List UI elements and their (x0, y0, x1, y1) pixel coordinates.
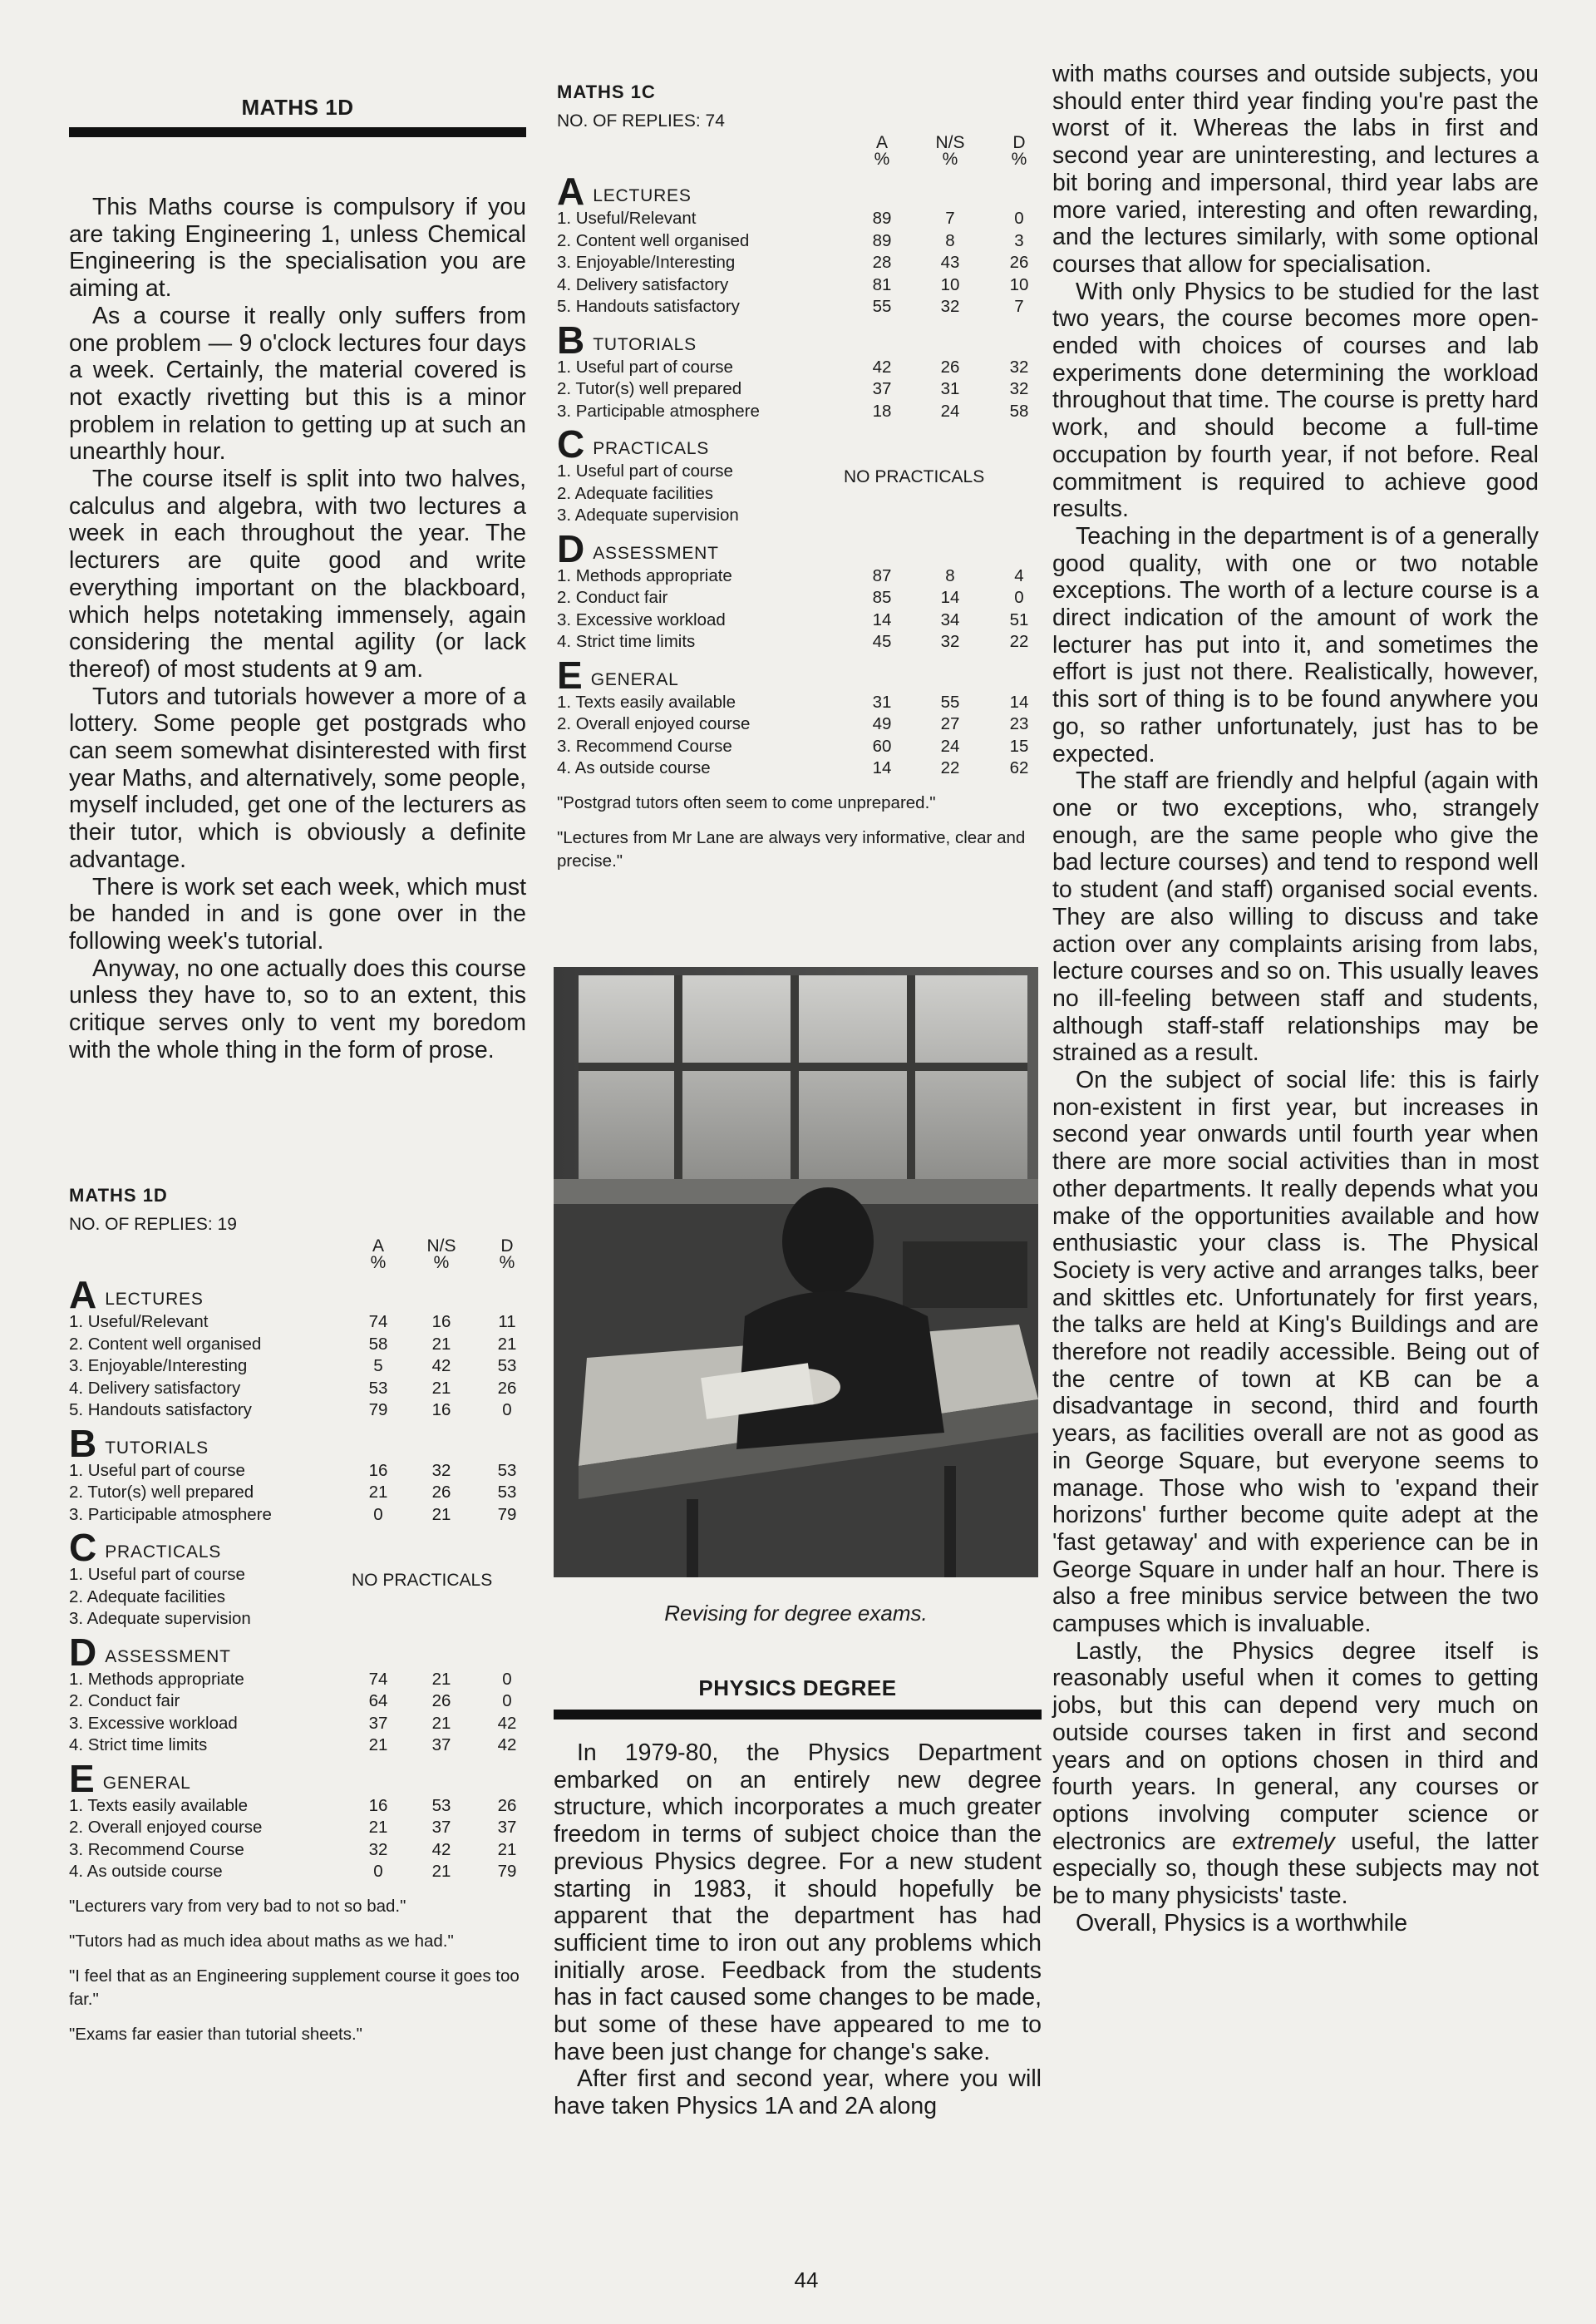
row-value: 64 (368, 1691, 388, 1710)
row-value: 85 (872, 588, 892, 607)
row-label: 1. Methods appropriate (69, 1669, 244, 1689)
table-row (557, 713, 1047, 736)
row-label: 2. Content well organised (557, 230, 750, 250)
section-name: LECTURES (105, 1290, 204, 1309)
row-value: 32 (1009, 357, 1029, 377)
paragraph: with maths courses and outside subjects, you should enter third year finding you're past the worst of it. Whereas the labs in first and second year are uninteresting, and lectures a bit boring and impersonal, third year labs are more varied, interesting and often rewarding, and the lectures similarly, with some optional courses that allow for specialisation. (1052, 61, 1539, 278)
row-label: 2. Tutor(s) well prepared (557, 379, 742, 398)
section-name: LECTURES (593, 186, 692, 205)
row-value: 0 (373, 1504, 383, 1524)
row-value: 31 (940, 379, 960, 398)
table-row (69, 1311, 534, 1334)
row-value: 49 (872, 714, 892, 733)
row-value: 0 (502, 1669, 512, 1689)
section-letter: E (557, 653, 583, 697)
quotes (557, 792, 1047, 873)
photo-caption: Revising for degree exams. (664, 1601, 928, 1626)
row-value: 28 (872, 253, 892, 272)
row-value: 8 (945, 230, 955, 250)
row-value: 53 (497, 1483, 517, 1502)
table-row (557, 609, 1047, 632)
quote: "Lectures from Mr Lane are always very informative, clear and precise." (557, 827, 1026, 871)
row-label: 3. Adequate supervision (557, 506, 739, 525)
row-value: 60 (872, 736, 892, 756)
section-rows (69, 1669, 534, 1757)
row-label: 1. Useful part of course (69, 1565, 245, 1584)
section-letter: C (557, 422, 585, 466)
row-value: 26 (431, 1483, 451, 1502)
row-value: 26 (497, 1795, 517, 1815)
row-label: 2. Adequate facilities (557, 483, 714, 503)
table-row (557, 208, 1047, 230)
row-value: 53 (497, 1356, 517, 1375)
row-value: 3 (1014, 230, 1024, 250)
row-label: 3. Adequate supervision (69, 1609, 251, 1628)
row-label: 4. Delivery satisfactory (69, 1378, 241, 1398)
percent-sign: % (874, 150, 890, 169)
table-row (557, 587, 1047, 609)
row-value: 74 (368, 1312, 388, 1331)
row-label: 3. Recommend Course (69, 1839, 244, 1859)
table-row (69, 1839, 534, 1862)
paragraph: Overall, Physics is a worthwhile (1076, 1909, 1408, 1937)
row-value: 24 (940, 736, 960, 756)
section-letter: A (69, 1273, 97, 1316)
table-row (69, 1378, 534, 1400)
row-value: 21 (368, 1818, 388, 1837)
page-number: 44 (794, 2267, 819, 2292)
column-header (857, 135, 907, 168)
column-header-label: N/S (935, 133, 965, 152)
reply-count: NO. OF REPLIES: 74 (557, 111, 725, 131)
row-value: 10 (1009, 274, 1029, 294)
section-rows (69, 1795, 534, 1883)
paragraph: There is work set each week, which must be handed in and is gone over in the following week's tutorial. (69, 873, 526, 955)
row-value: 21 (497, 1334, 517, 1354)
table-row (557, 692, 1047, 714)
row-value: 16 (368, 1460, 388, 1480)
row-label: 4. As outside course (69, 1862, 223, 1881)
quote: "Tutors had as much idea about maths as we had." (69, 1931, 454, 1951)
row-value: 42 (872, 357, 892, 377)
row-label: 2. Overall enjoyed course (69, 1818, 263, 1837)
table-row (557, 631, 1047, 654)
table-row (69, 1608, 534, 1631)
row-value: 55 (872, 297, 892, 316)
table-row (69, 1713, 534, 1735)
paragraph: Anyway, no one actually does this course unless they have to, so to an extent, this critique serves only to vent my boredom with the whole thing in the form of prose. (69, 955, 526, 1063)
row-value: 14 (872, 609, 892, 629)
row-value: 5 (373, 1356, 383, 1375)
row-value: 26 (940, 357, 960, 377)
paragraph: On the subject of social life: this is fairly non-existent in first year, but increases in second year onwards until fourth year when there are more social activities than in most other departments. It really depends what you make of the opportunities available and how enthusiastic your class is. The Physical Society is very active and arranges talks, beer and skittles etc. Unfortunately for first years, the talks are held at King's Buildings and are therefore not readily accessible. Being out of the centre of town at KB can be a disadvantage in second, third and fourth years, as facilities overall are not as good as in George Square, but everyone seems to manage. Those who wish to 'expand their horizons' further become quite adept at the 'fast getaway' and with experience can be in George Square in under half an hour. There is also a free minibus service between the two campuses which is invaluable. (1052, 1067, 1539, 1638)
table-row (69, 1399, 534, 1422)
table-row (69, 1861, 534, 1883)
section-heading (557, 170, 1047, 213)
section-letter: A (557, 170, 585, 213)
table-row (557, 736, 1047, 758)
row-value: 34 (940, 609, 960, 629)
table-row (557, 378, 1047, 401)
row-label: 3. Enjoyable/Interesting (69, 1356, 248, 1375)
heading-rule (69, 127, 526, 137)
article-body (1052, 61, 1539, 1937)
row-label: 1. Useful part of course (69, 1460, 245, 1480)
section-name: TUTORIALS (593, 334, 697, 354)
section-rows (557, 461, 1047, 527)
row-label: 2. Adequate facilities (69, 1586, 226, 1606)
survey-title: MATHS 1C (557, 81, 656, 102)
row-label: 1. Useful/Relevant (557, 209, 697, 228)
row-value: 89 (872, 230, 892, 250)
row-value: 21 (431, 1504, 451, 1524)
section-name: GENERAL (590, 669, 679, 689)
section-heading (69, 1273, 534, 1316)
section-heading (557, 526, 1047, 570)
section-letter: C (69, 1526, 97, 1569)
paragraph: The course itself is split into two halves, calculus and algebra, with two lectures a week in each throughout the year. The lecturers are quite good and write everything important on the blackboard, which helps notetaking immensely, again considering the mental agility (or lack thereof) of most students at 9 am. (69, 466, 526, 683)
row-value: 21 (368, 1735, 388, 1754)
table-row (557, 230, 1047, 253)
section-heading (557, 653, 1047, 697)
section-rows (557, 357, 1047, 423)
section-heading (69, 1421, 534, 1465)
row-value: 31 (872, 692, 892, 712)
row-value: 0 (1014, 588, 1024, 607)
table-row (69, 1482, 534, 1504)
row-value: 58 (368, 1334, 388, 1354)
column-header (353, 1238, 403, 1271)
row-value: 26 (497, 1378, 517, 1398)
row-value: 24 (940, 401, 960, 421)
row-value: 27 (940, 714, 960, 733)
paragraph: As a course it really only suffers from one problem — 9 o'clock lectures four days a week. Certainly, the material covered is not exactly rivetting but this is a minor problem in relation to getting up at such an unearthly hour. (69, 302, 526, 466)
column-header-label: N/S (426, 1236, 456, 1256)
row-value: 37 (497, 1818, 517, 1837)
row-value: 23 (1009, 714, 1029, 733)
section-letter: D (557, 526, 585, 570)
table-row (69, 1669, 534, 1691)
percent-sign: % (433, 1253, 450, 1272)
table-row (69, 1795, 534, 1818)
row-value: 21 (431, 1334, 451, 1354)
section-heading (69, 1756, 534, 1800)
table-row (69, 1334, 534, 1356)
row-value: 14 (872, 758, 892, 777)
paragraph: The staff are friendly and helpful (again with one or two exceptions, who, strangely enough, are the same people who give the bad lecture courses) and tend to respond well to student (and staff) organised social events. They are also willing to discuss and take action over any complaints arising from labs, lecture courses and so on. This usually leaves no ill-feeling between staff and students, although staff-staff relationships may be strained as a result. (1052, 767, 1539, 1067)
row-value: 0 (502, 1400, 512, 1419)
row-label: 2. Tutor(s) well prepared (69, 1483, 254, 1502)
row-value: 21 (368, 1483, 388, 1502)
row-value: 43 (940, 253, 960, 272)
article-heading: MATHS 1D (241, 95, 354, 120)
row-value: 79 (368, 1400, 388, 1419)
row-value: 53 (497, 1460, 517, 1480)
row-value: 81 (872, 274, 892, 294)
photo (554, 967, 1038, 1577)
row-value: 79 (497, 1862, 517, 1881)
section-heading (557, 318, 1047, 362)
row-value: 21 (431, 1378, 451, 1398)
column-header-label: A (372, 1236, 384, 1256)
row-value: 89 (872, 209, 892, 228)
row-value: 26 (1009, 253, 1029, 272)
row-label: 1. Useful/Relevant (69, 1312, 209, 1331)
row-value: 53 (368, 1378, 388, 1398)
row-value: 0 (502, 1691, 512, 1710)
physics-section (554, 1675, 1042, 2120)
column-1 (69, 0, 526, 2044)
row-value: 37 (872, 379, 892, 398)
section-name: PRACTICALS (105, 1542, 222, 1562)
heading-rule (554, 1710, 1042, 1720)
row-value: 11 (498, 1312, 516, 1331)
table-row (69, 1460, 534, 1483)
section-name: ASSESSMENT (105, 1646, 231, 1666)
row-value: 45 (872, 632, 892, 651)
section-letter: B (69, 1421, 97, 1465)
no-practicals-note: NO PRACTICALS (352, 1571, 493, 1590)
no-practicals-note: NO PRACTICALS (844, 467, 985, 486)
column-3 (1052, 0, 1539, 1937)
table-row (557, 252, 1047, 274)
row-value: 21 (431, 1713, 451, 1733)
section-rows (69, 1564, 534, 1631)
row-value: 22 (1009, 632, 1029, 651)
row-label: 1. Texts easily available (557, 692, 736, 712)
section-rows (557, 208, 1047, 318)
paragraph: This Maths course is compulsory if you are taking Engineering 1, unless Chemical Engineering is the specialisation you are aiming at. (69, 194, 526, 303)
section-rows (69, 1460, 534, 1527)
row-value: 14 (940, 588, 960, 607)
row-value: 0 (1014, 209, 1024, 228)
article-body (554, 1739, 1042, 2120)
section-rows (557, 692, 1047, 780)
row-label: 2. Content well organised (69, 1334, 262, 1354)
section-heading (69, 1630, 534, 1674)
row-value: 7 (945, 209, 955, 228)
row-value: 16 (368, 1795, 388, 1815)
table-row (69, 1690, 534, 1713)
row-value: 79 (497, 1504, 517, 1524)
row-label: 1. Useful part of course (557, 461, 733, 481)
section-name: TUTORIALS (105, 1438, 209, 1458)
table-row (557, 274, 1047, 297)
table-row (557, 565, 1047, 588)
row-value: 42 (431, 1356, 451, 1375)
table-row (69, 1734, 534, 1757)
row-value: 87 (872, 565, 892, 585)
column-header-label: D (500, 1236, 514, 1256)
row-label: 3. Excessive workload (69, 1713, 238, 1733)
row-value: 14 (1009, 692, 1029, 712)
row-label: 4. Delivery satisfactory (557, 274, 729, 294)
row-value: 16 (431, 1400, 451, 1419)
section-rows (69, 1311, 534, 1422)
row-label: 3. Excessive workload (557, 609, 726, 629)
row-label: 1. Methods appropriate (557, 565, 732, 585)
percent-sign: % (1011, 150, 1027, 169)
row-value: 0 (373, 1862, 383, 1881)
row-label: 5. Handouts satisfactory (69, 1400, 252, 1419)
percent-sign: % (370, 1253, 387, 1272)
column-headers (557, 131, 1047, 170)
survey-table (557, 81, 1047, 873)
row-value: 37 (431, 1818, 451, 1837)
section-heading (69, 1526, 534, 1569)
table-row (69, 1355, 534, 1378)
row-value: 37 (431, 1735, 451, 1754)
paragraph: Lastly, the Physics degree itself is reasonably useful when it comes to getting jobs, but this can depend very much on outside courses taken in first and second years and on options chosen in third and fourth years. In general, any courses or options involving computer science or electronics are extremely useful, the latter especially so, though these subjects may not be to many physicists' taste. (1052, 1637, 1539, 1910)
section-rows (557, 565, 1047, 654)
row-value: 53 (431, 1795, 451, 1815)
column-header (416, 1238, 466, 1271)
percent-sign: % (499, 1253, 515, 1272)
quote: "Lecturers vary from very bad to not so bad." (69, 1896, 406, 1916)
reply-count: NO. OF REPLIES: 19 (69, 1215, 237, 1234)
row-value: 16 (431, 1312, 451, 1331)
paragraph: With only Physics to be studied for the last two years, the course becomes more open-ended with choices of courses and lab experiments done determining the workload throughout that time. The course is pretty hard work, and should become a full-time occupation by fourth year, if not before. Real commitment is required to achieve good results. (1052, 278, 1539, 523)
row-value: 32 (940, 297, 960, 316)
row-label: 4. As outside course (557, 758, 711, 777)
column-header (994, 135, 1044, 168)
section-heading: PHYSICS DEGREE (698, 1675, 897, 1700)
row-label: 1. Texts easily available (69, 1795, 248, 1815)
column-header (482, 1238, 532, 1271)
row-value: 7 (1014, 297, 1024, 316)
row-value: 21 (497, 1839, 517, 1859)
row-label: 5. Handouts satisfactory (557, 297, 740, 316)
row-label: 4. Strict time limits (557, 632, 696, 651)
table-row (557, 757, 1047, 780)
table-row (557, 401, 1047, 423)
row-value: 10 (940, 274, 960, 294)
row-value: 21 (431, 1669, 451, 1689)
row-value: 42 (497, 1713, 517, 1733)
row-value: 55 (940, 692, 960, 712)
paragraph: Teaching in the department is of a generally good quality, with one or two notable exceptions. The worth of a lecture course is a direct indication of the amount of work the lecturer has put into it, and sometimes the effort is just not there. Realistically, however, this sort of thing is to be found anywhere you go, so rather unfortunately, just has to be expected. (1052, 522, 1539, 767)
row-label: 1. Useful part of course (557, 357, 733, 377)
row-value: 58 (1009, 401, 1029, 421)
quote: "I feel that as an Engineering supplement course it goes too far." (69, 1966, 520, 2009)
section-letter: E (69, 1756, 95, 1800)
table-row (557, 357, 1047, 379)
row-value: 42 (497, 1735, 517, 1754)
column-header-label: A (875, 133, 888, 152)
row-label: 3. Participable atmosphere (69, 1504, 272, 1524)
row-value: 62 (1009, 758, 1029, 777)
quotes (69, 1895, 534, 2046)
survey-title: MATHS 1D (69, 1185, 168, 1206)
quote: "Postgrad tutors often seem to come unprepared." (557, 792, 936, 812)
row-label: 4. Strict time limits (69, 1735, 208, 1754)
percent-sign: % (942, 150, 958, 169)
row-value: 32 (1009, 379, 1029, 398)
row-value: 22 (940, 758, 960, 777)
paragraph: In 1979-80, the Physics Department embarked on an entirely new degree structure, which incorporates a much greater freedom in terms of subject choice than the previous Physics degree. For a new student starting in 1983, it should hopefully be apparent that the department has had sufficient time to iron out any problems which initially arose. Feedback from the students has in fact caused some changes to be made, but some of these have appeared to me to have been just change for change's sake. (554, 1739, 1042, 2065)
row-label: 2. Conduct fair (69, 1691, 180, 1710)
column-header-label: D (1012, 133, 1026, 152)
row-label: 2. Overall enjoyed course (557, 714, 751, 733)
column-header (925, 135, 975, 168)
row-label: 3. Enjoyable/Interesting (557, 253, 736, 272)
survey-table (69, 1185, 534, 2046)
row-label: 2. Conduct fair (557, 588, 668, 607)
row-label: 3. Recommend Course (557, 736, 732, 756)
row-value: 32 (368, 1839, 388, 1859)
row-value: 32 (431, 1460, 451, 1480)
row-value: 32 (940, 632, 960, 651)
section-letter: D (69, 1630, 97, 1674)
section-name: ASSESSMENT (593, 543, 719, 563)
row-value: 42 (431, 1839, 451, 1859)
table-row (69, 1504, 534, 1527)
row-value: 51 (1009, 609, 1029, 629)
table-row (69, 1817, 534, 1839)
row-value: 8 (945, 565, 955, 585)
row-value: 37 (368, 1713, 388, 1733)
section-name: GENERAL (102, 1773, 191, 1793)
row-value: 26 (431, 1691, 451, 1710)
table-row (557, 296, 1047, 318)
row-value: 74 (368, 1669, 388, 1689)
row-value: 15 (1009, 736, 1029, 756)
row-value: 18 (872, 401, 892, 421)
row-label: 3. Participable atmosphere (557, 401, 760, 421)
row-value: 21 (431, 1862, 451, 1881)
paragraph: Tutors and tutorials however a more of a lottery. Some people get postgrads who can seem somewhat disinterested with first year Maths, and alternatively, some people, myself included, get one of the lecturers as their tutor, which is obviously a definite advantage. (69, 683, 526, 873)
section-letter: B (557, 318, 585, 362)
paragraph: After first and second year, where you will have taken Physics 1A and 2A along (554, 2065, 1042, 2120)
section-heading (557, 422, 1047, 466)
row-value: 4 (1014, 565, 1024, 585)
table-row (557, 505, 1047, 527)
quote: "Exams far easier than tutorial sheets." (69, 2024, 362, 2044)
column-headers (69, 1235, 534, 1273)
article-body (69, 194, 526, 1064)
section-name: PRACTICALS (593, 439, 710, 458)
